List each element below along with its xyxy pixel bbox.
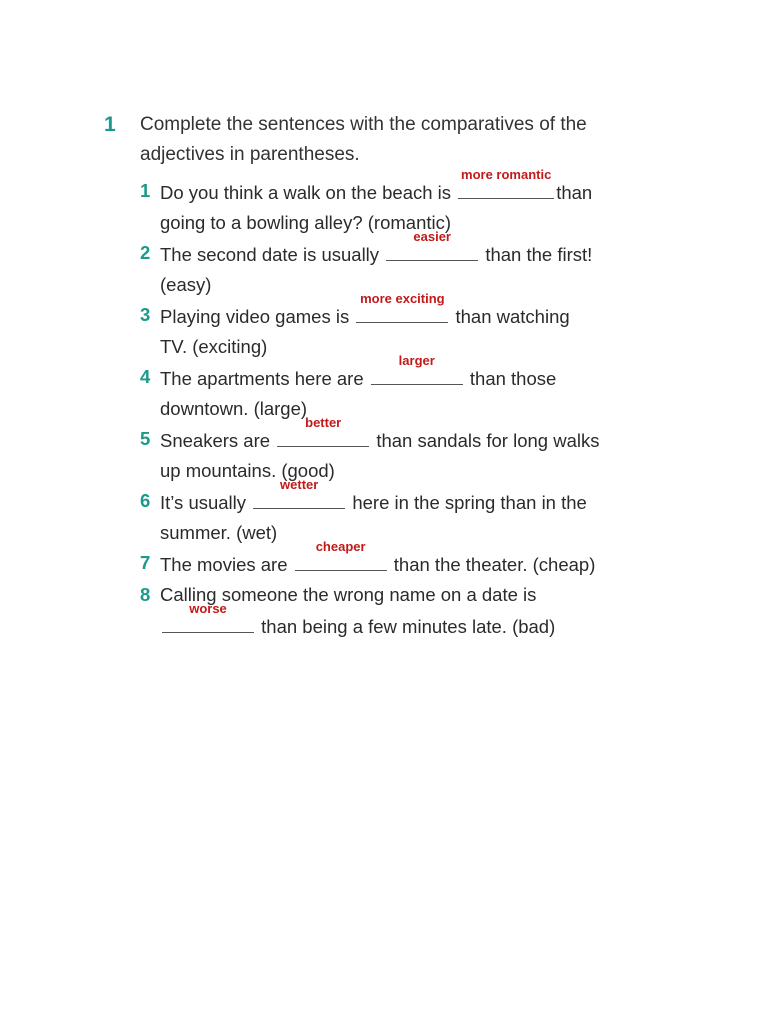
list-item — [140, 415, 600, 486]
answer-blank[interactable] — [277, 415, 369, 447]
item-list — [140, 167, 600, 642]
answer-blank[interactable] — [162, 601, 254, 633]
answer-text: more romantic — [461, 167, 552, 182]
answer-blank[interactable] — [386, 229, 478, 261]
item-text-before: Calling someone the wrong name on a date is — [160, 584, 537, 605]
list-item — [140, 353, 600, 424]
answer-blank[interactable] — [295, 539, 387, 571]
item-number: 6 — [140, 490, 151, 511]
item-number: 8 — [140, 584, 151, 605]
answer-text: cheaper — [315, 539, 366, 554]
item-number: 4 — [140, 366, 151, 387]
item-number: 7 — [140, 552, 151, 573]
item-text-after: here in the spring than in the summer. (wet) — [160, 492, 587, 543]
item-number: 5 — [140, 428, 151, 449]
answer-text: larger — [398, 353, 435, 368]
answer-blank[interactable] — [371, 353, 463, 385]
item-number: 1 — [140, 180, 151, 201]
answer-text: wetter — [280, 477, 319, 492]
item-text-after: than the first! (easy) — [160, 244, 593, 295]
item-text-after: than going to a bowling alley? (romantic) — [160, 182, 593, 233]
answer-blank[interactable] — [458, 167, 554, 199]
list-item — [140, 167, 600, 238]
item-number: 3 — [140, 304, 151, 325]
item-text-after: than watching TV. (exciting) — [160, 306, 570, 357]
answer-text: easier — [413, 229, 451, 244]
item-text-before: Do you think a walk on the beach is — [160, 182, 452, 203]
answer-text: worse — [189, 601, 227, 616]
answer-text: more exciting — [360, 291, 445, 306]
item-text-after: than those downtown. (large) — [160, 368, 557, 419]
item-text-before: Playing video games is — [160, 306, 350, 327]
answer-blank[interactable] — [253, 477, 345, 509]
item-text-after: than the theater. (cheap) — [393, 554, 596, 575]
list-item — [140, 580, 600, 642]
item-text-before: It’s usually — [160, 492, 247, 513]
exercise-number: 1 — [104, 113, 116, 136]
item-text-before: The apartments here are — [160, 368, 364, 389]
list-item — [140, 539, 600, 580]
item-text-after: than being a few minutes late. (bad) — [261, 616, 556, 637]
answer-blank[interactable] — [356, 291, 448, 323]
instructions: Complete the sentences with the comparatives of the adjectives in parentheses. — [140, 114, 587, 165]
item-number: 2 — [140, 242, 151, 263]
item-text-before: The second date is usually — [160, 244, 380, 265]
item-text-before: Sneakers are — [160, 430, 271, 451]
item-text-before: The movies are — [160, 554, 288, 575]
item-text-after: than sandals for long walks up mountains. (good) — [160, 430, 600, 481]
answer-text: better — [305, 415, 342, 430]
